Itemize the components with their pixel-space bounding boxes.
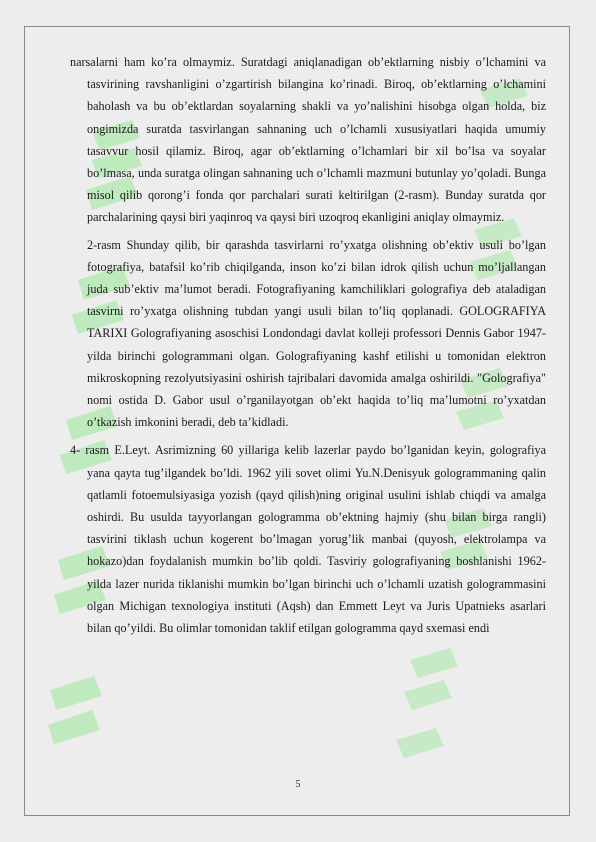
document-body [70,51,546,639]
paragraph-1: narsalarni ham ko’ra olmaymiz. Suratdagi aniqlanadigan ob’ektlarning nisbiy o’lchamini va tasvirining ravshanligini o’zgartirish bilangina ko’rinadi. Biroq, ob’ektlarning o’lchamini baholash va bu ob’ektlardan soyalarning shakli va yo’nalishini hisobga olgan holda, biz ongimizda suratda tasvirlangan sahnaning uch o’lchamli xususiyatlari haqida umumiy tasavvur hosil qilamiz. Biroq, agar ob’ektlarning o’lchamlari bir xil bo’lsa va soyalar bo’lmasa, unda suratga olingan sahnaning uch o’lchamli mazmuni butunlay yo’qoladi. Bunga misol qilib qorong’i fonda qor parchalari surati keltirilgan (2-rasm). Bunday suratda qor parchalarining qaysi biri yaqinroq va qaysi biri uzoqroq ekanligini aniqlay olmaymiz. [70,55,546,225]
page-number: 5 [295,779,301,790]
paragraph-3: 4- rasm E.Leyt. Asrimizning 60 yillariga kelib lazerlar paydo bo’lganidan keyin, golografiya yana qayta tug’ilgandek bo’ldi. 1962 yili sovet olimi Yu.N.Denisyuk gologrammaning qalin qatlamli fotoemulsiyasiga yozish (qayd qilish)ning original usulini ishlab chiqdi va amalga oshirdi. Bu usulda tayyorlangan gologramma ob’ektning hajmiy (shu bilan birga rangli) tasvirini tiklash uchun kogerent bo’lmagan yorug’lik manbai (quyosh, elektrolampa va hokazo)dan foydalanish mumkin bo’lib qoldi. Tasviriy golografiyaning boshlanishi 1962-yilda lazer nurida tiklanishi mumkin bo’lgan birinchi uch o’lchamli uzatish gologrammasini olgan Michigan texnologiya instituti (Aqsh) dan Emmett Leyt va Juris Upatnieks asarlari bilan qo’yildi. Bu olimlar tomonidan taklif etilgan gologramma qayd sxemasi endi [70,443,546,636]
paragraph-2: 2-rasm Shunday qilib, bir qarashda tasvirlarni ro’yxatga olishning ob’ektiv usuli bo’lgan fotografiya, batafsil ko’rib chiqilganda, inson ko’zi bilan idrok qilish uchun mo’ljallangan juda sub’ektiv ma’lumot beradi. Fotografiyaning kamchiliklari golografiya deb ataladigan tasvirni ro’yxatga olishning tubdan yangi usuli bilan to’liq qoplanadi. GOLOGRAFIYA TARIXI Golografiyaning asoschisi Londondagi davlat kolleji professori Dennis Gabor 1947-yilda birinchi gologrammani olgan. Golografiyaning kashf etilishi u tomonidan elektron mikroskopning rezolyutsiyasini oshirish tajribalari davomida amalga oshirildi. "Golografiya" nomi ostida D. Gabor usul o’rganilayotgan ob’ekt haqida to’liq ma’lumotni ro’yxatdan o’tkazish imkonini beradi, deb ta’kidladi. [87,237,546,430]
